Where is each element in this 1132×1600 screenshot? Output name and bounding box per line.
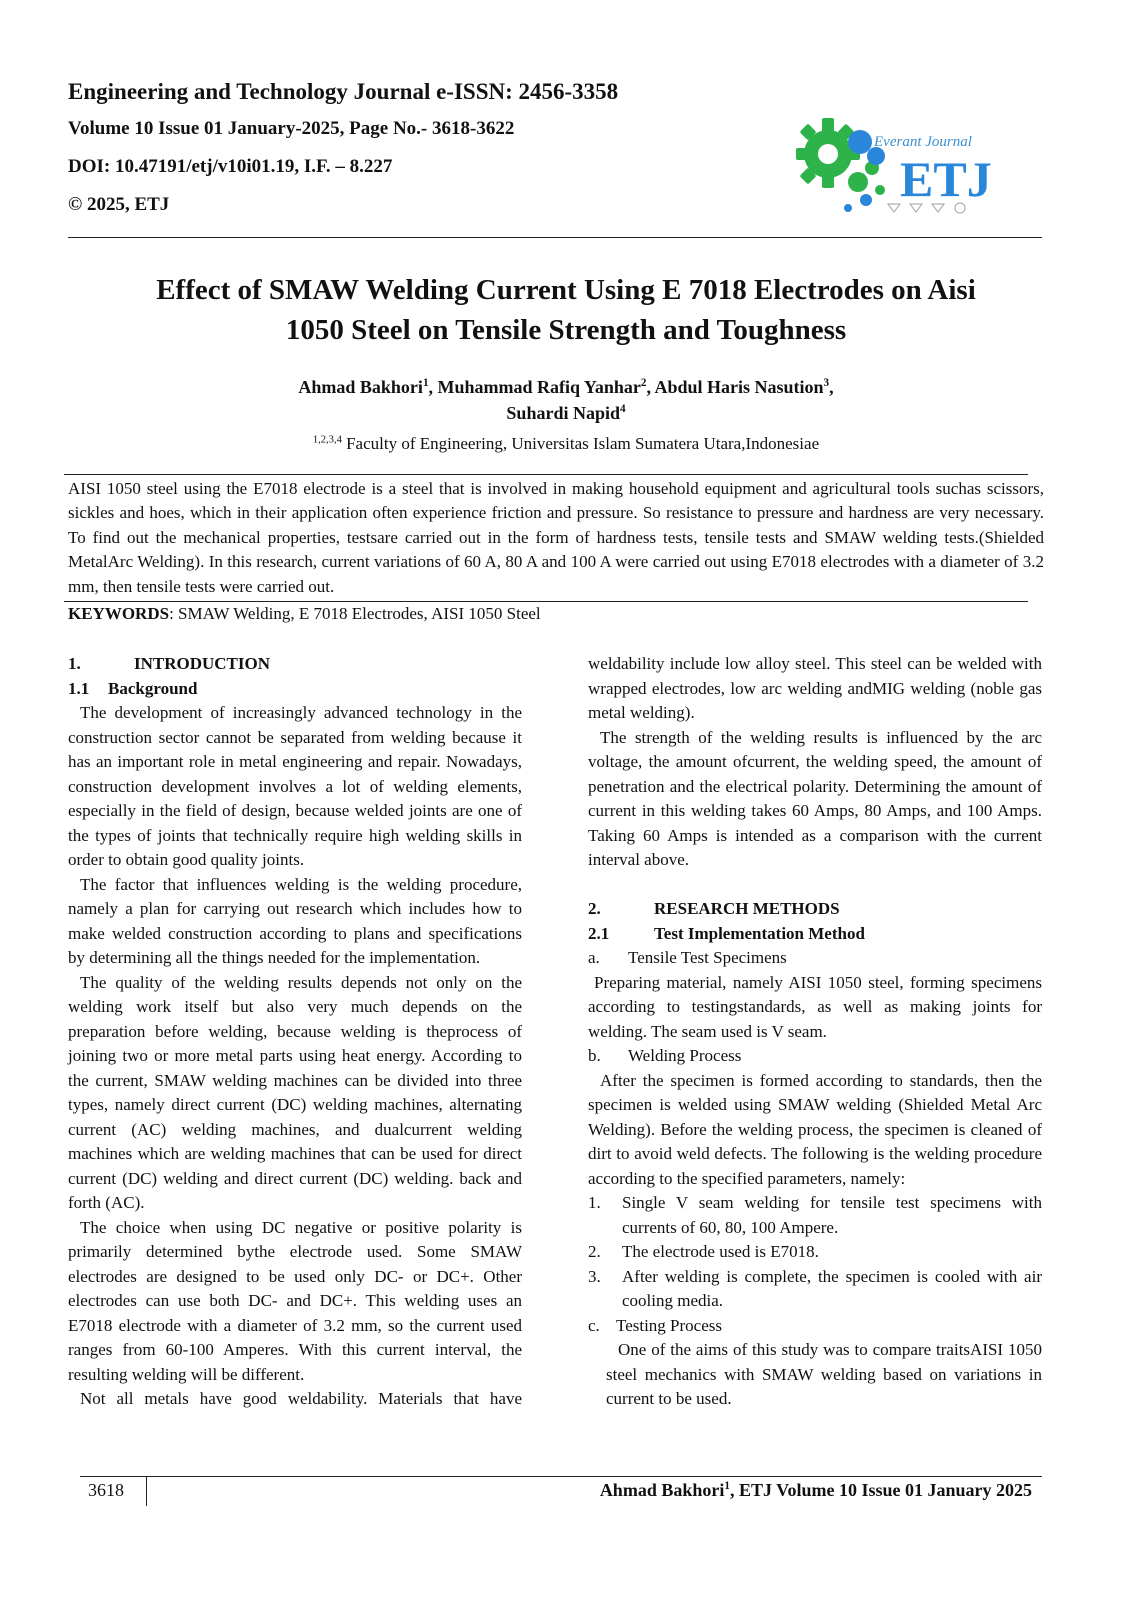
etj-logo-graphic xyxy=(788,112,1012,224)
list-item-number: 1. xyxy=(588,1193,601,1212)
affiliation xyxy=(140,432,992,456)
logo-top-text: Everant Journal xyxy=(874,134,972,150)
etj-logo xyxy=(788,112,1012,224)
keywords-text: : SMAW Welding, E 7018 Electrodes, AISI 1050 Steel xyxy=(169,604,541,623)
item-c-number: c. xyxy=(588,1315,600,1335)
author-4-sup: 4 xyxy=(619,403,626,415)
page-number: 3618 xyxy=(88,1480,124,1500)
footer-rule xyxy=(80,1476,1042,1477)
list-item-number: 2. xyxy=(588,1242,601,1261)
footer-separator xyxy=(146,1476,147,1506)
author-1: Ahmad Bakhori xyxy=(298,377,423,397)
list-item-text: After welding is complete, the specimen is cooled with air cooling media. xyxy=(622,1266,1042,1310)
intro-paragraph-3: The quality of the welding results depends not only on the welding work itself but also very much depends on the preparation before welding, because welding is theprocess of joining two or more metal parts using heat energy. According to the current, SMAW welding machines can be divided into three types, namely direct current (DC) welding machines, alternating current (AC) welding machines, and dualcurrent welding machines which are welding machines that can be used for direct current (DC) welding and direct current (DC) welding. back and forth (AC). xyxy=(68,972,522,1212)
volume-line: Volume 10 Issue 01 January-2025, Page No.- 3618-3622 xyxy=(68,118,515,139)
author-3: , Abdul Haris Nasution xyxy=(646,377,824,397)
list-item-number: 3. xyxy=(588,1266,601,1286)
list-item-text: Single V seam welding for tensile test specimens with currents of 60, 80, 100 Ampere. xyxy=(622,1193,1042,1237)
journal-name: Engineering and Technology Journal e-ISSN: 2456-3358 xyxy=(68,79,619,104)
title-line-2: 1050 Steel on Tensile Strength and Toughness xyxy=(285,314,847,346)
abstract-top-rule xyxy=(64,474,1028,475)
footer-citation: , ETJ Volume 10 Issue 01 January 2025 xyxy=(729,1480,1032,1500)
intro-paragraph-2: The factor that influences welding is the welding procedure, namely a plan for carrying out research which includes how to make welded construction according to plans and specifications by determining all the things needed for the implementation. xyxy=(68,874,522,967)
authors-line-2 xyxy=(140,400,992,426)
section-2-title: RESEARCH METHODS xyxy=(654,899,840,918)
subsection-2-1-number: 2.1 xyxy=(588,923,610,943)
list-item xyxy=(588,1240,1042,1265)
item-a-number: a. xyxy=(588,948,600,967)
page-footer xyxy=(80,1476,1042,1506)
subsection-2-1-title: Test Implementation Method xyxy=(654,923,865,943)
item-c-text: One of the aims of this study was to compare traitsAISI 1050 steel mechanics with SMAW welding based on variations in current to be used. xyxy=(606,1340,1042,1408)
keywords xyxy=(68,602,1044,626)
item-b-title: Welding Process xyxy=(628,1046,742,1065)
affiliation-sup: 1,2,3,4 xyxy=(312,434,342,446)
author-4: Suhardi Napid xyxy=(506,403,620,423)
spacer xyxy=(588,873,1042,898)
authors xyxy=(140,374,992,426)
item-b-text: After the specimen is formed according to standards, then the specimen is welded using SMAW welding (Shielded Metal Arc Welding). Before the welding process, the specimen is cleaned of dirt to avoid weld defects. The following is the welding procedure according to the specified parameters, namely: xyxy=(588,1070,1042,1188)
item-c-title: Testing Process xyxy=(616,1315,722,1335)
author-3-sup: 3 xyxy=(823,377,830,389)
item-a-title: Tensile Test Specimens xyxy=(628,948,787,967)
intro-paragraph-1: The development of increasingly advanced technology in the construction sector cannot be separated from welding because it has an important role in metal engineering and repair. Nowadays, construction development involves a lot of welding elements, especially in the field of design, because welded joints are one of the types of joints that technically require high welding skills in order to obtain good quality joints. xyxy=(68,703,522,869)
section-1-heading xyxy=(68,652,522,677)
right-paragraph-2: The strength of the welding results is influenced by the arc voltage, the amount ofcurrent, the welding speed, the amount of penetration and the electrical polarity. Determining the amount of current in this welding takes 60 Amps, 80 Amps, and 100 Amps. Taking 60 Amps is intended as a comparison with the current interval above. xyxy=(588,727,1042,869)
left-column xyxy=(68,652,522,1412)
doi-line: DOI: 10.47191/etj/v10i01.19, I.F. – 8.227 xyxy=(68,156,393,177)
section-1-title: INTRODUCTION xyxy=(134,654,271,673)
journal-header xyxy=(68,76,688,230)
subsection-1-1-number: 1.1 xyxy=(68,678,90,698)
keywords-label: KEYWORDS xyxy=(68,604,170,623)
subsection-1-1-heading xyxy=(68,677,522,702)
section-2-heading xyxy=(588,897,1042,922)
right-paragraph-1: weldability include low alloy steel. This steel can be welded with wrapped electrodes, low arc welding andMIG welding (noble gas metal welding). xyxy=(588,654,1042,722)
header-divider xyxy=(68,237,1042,238)
author-1-sup: 1 xyxy=(422,377,429,389)
affiliation-text: Faculty of Engineering, Universitas Islam Sumatera Utara,Indonesiae xyxy=(341,434,820,453)
authors-line-1 xyxy=(140,374,992,400)
subsection-2-1-heading xyxy=(588,922,1042,947)
logo-main-text: ETJ xyxy=(900,151,992,207)
list-item xyxy=(588,1191,1042,1240)
intro-paragraph-5: Not all metals have good weldability. Materials that have xyxy=(80,1389,522,1408)
author-2: , Muhammad Rafiq Yanhar xyxy=(428,377,641,397)
intro-paragraph-4: The choice when using DC negative or positive polarity is primarily determined bythe electrode used. Some SMAW electrodes are designed to be used only DC- or DC+. Other electrodes can use both DC- and DC+. This welding uses an E7018 electrode with a diameter of 3.2 mm, so the current used ranges from 60-100 Amperes. With this current interval, the resulting welding will be different. xyxy=(68,1217,522,1384)
section-1-number: 1. xyxy=(68,654,81,673)
author-2-sup: 2 xyxy=(640,377,647,389)
item-a-heading xyxy=(588,946,1042,971)
list-item xyxy=(588,1265,1042,1314)
list-item-text: The electrode used is E7018. xyxy=(622,1242,819,1261)
item-c-heading xyxy=(588,1314,1042,1339)
subsection-1-1-title: Background xyxy=(108,678,198,698)
item-a-text: Preparing material, namely AISI 1050 steel, forming specimens according to testingstandards, as well as making joints for welding. The seam used is V seam. xyxy=(588,972,1042,1041)
running-footer xyxy=(600,1480,1032,1501)
copyright-line: © 2025, ETJ xyxy=(68,194,170,215)
section-2-number: 2. xyxy=(588,899,601,918)
item-b-heading xyxy=(588,1044,1042,1069)
item-b-number: b. xyxy=(588,1046,601,1065)
title-line-1: Effect of SMAW Welding Current Using E 7018 Electrodes on Aisi xyxy=(156,274,976,306)
footer-author: Ahmad Bakhori xyxy=(599,1480,725,1500)
paper-title xyxy=(80,270,1052,350)
footer-author-sup: 1 xyxy=(724,1480,730,1492)
right-column xyxy=(588,652,1042,1412)
abstract: AISI 1050 steel using the E7018 electrode is a steel that is involved in making household equipment and agricultural tools suchas scissors, sickles and hoes, which in their application often experience friction and pressure. So resistance to pressure and hardness are very necessary. To find out the mechanical properties, testsare carried out in the form of hardness tests, tensile tests and SMAW welding tests.(Shielded MetalArc Welding). In this research, current variations of 60 A, 80 A and 100 A were carried out using E7018 electrodes with a diameter of 3.2 mm, then tensile tests were carried out. xyxy=(68,479,1044,596)
authors-comma: , xyxy=(829,377,834,397)
